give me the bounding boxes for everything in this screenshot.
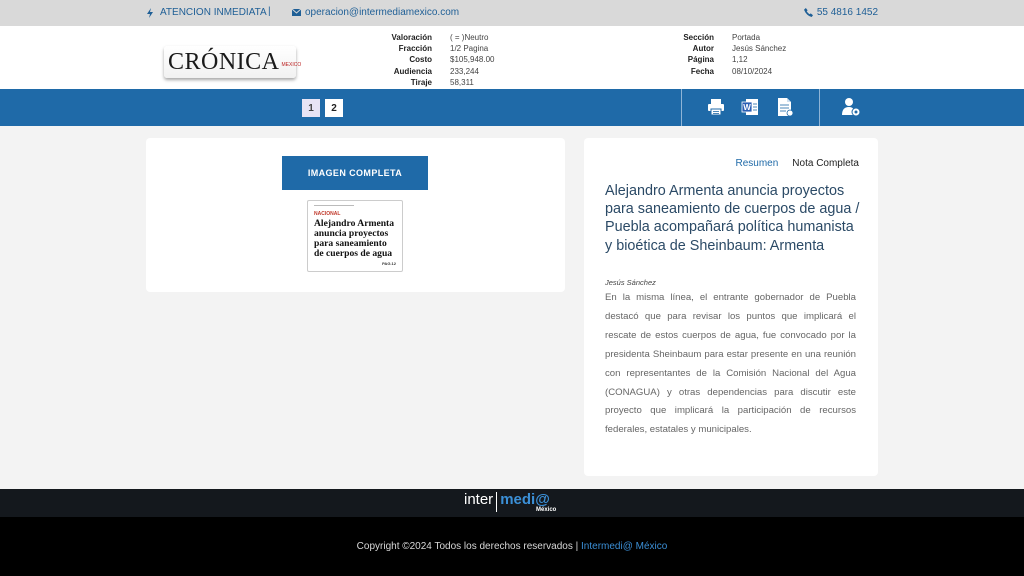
meta-row <box>672 66 786 77</box>
article-title: Alejandro Armenta anuncia proyectos para saneamiento de cuerpos de agua / Puebla acompañará política humanista y bioética de Sheinbaum: Armenta <box>605 183 860 254</box>
meta-row <box>380 77 495 88</box>
meta-value: Jesús Sánchez <box>732 44 787 54</box>
article-tabs <box>735 158 859 169</box>
footer-logo-bar <box>0 489 1024 517</box>
meta-value: $105,948.00 <box>450 55 495 65</box>
envelope-icon <box>292 9 301 16</box>
page-button-1[interactable]: 1 <box>302 99 320 117</box>
meta-value: 08/10/2024 <box>732 66 773 76</box>
phone-text: 55 4816 1452 <box>816 7 878 18</box>
logo-mexico: México <box>536 507 557 513</box>
thumb-rule <box>314 205 354 206</box>
top-contact-bar <box>0 0 1024 26</box>
document-icon[interactable] <box>775 97 795 117</box>
atencion-inmediata[interactable] <box>146 7 267 18</box>
logo-inter: inter <box>464 491 494 508</box>
email-text: operacion@intermediamexico.com <box>305 7 460 18</box>
meta-label: Audiencia <box>393 66 432 76</box>
meta-label: Sección <box>683 33 714 42</box>
thumb-headline: Alejandro Armenta anuncia proyectos para saneamiento de cuerpos de agua <box>314 218 395 259</box>
clipping-thumbnail[interactable] <box>307 200 403 272</box>
meta-value: 1/2 Pagina <box>450 44 489 54</box>
phone-icon <box>804 8 813 17</box>
meta-row <box>672 43 786 54</box>
page-button-2[interactable]: 2 <box>325 99 343 117</box>
copyright <box>0 541 1024 552</box>
topbar-separator: | <box>268 6 271 17</box>
tab-resumen[interactable]: Resumen <box>735 158 779 169</box>
article-body: En la misma línea, el entrante gobernador de Puebla destacó que para revisar los puntos que implicará el rescate de estos cuerpos de agua, fue convocado por la presidenta Sheinbaum para estar presente en una reunión con representantes de la Comisión Nacional del Agua (CONAGUA) y otras dependencias para discutir este proyecto que implicará la participación de recursos federales, estatales y municipales. <box>605 292 856 436</box>
toolbar-divider <box>681 89 682 126</box>
meta-label: Valoración <box>391 33 432 42</box>
publication-logo <box>164 46 302 78</box>
meta-row <box>672 54 786 65</box>
article-card <box>584 138 878 476</box>
image-card <box>146 138 565 292</box>
email-link[interactable] <box>292 7 459 18</box>
footer <box>0 517 1024 576</box>
phone-link[interactable] <box>804 7 878 18</box>
meta-value: 233,244 <box>450 66 479 76</box>
meta-row <box>672 32 786 43</box>
thumb-section: NACIONAL <box>314 211 341 217</box>
meta-label: Página <box>687 55 714 65</box>
print-icon[interactable] <box>706 97 726 117</box>
thumb-page: PAG.12 <box>382 261 396 266</box>
page-pager <box>302 99 343 117</box>
meta-row <box>380 54 495 65</box>
full-image-button[interactable]: IMAGEN COMPLETA <box>282 156 428 190</box>
meta-label: Autor <box>692 44 714 54</box>
header <box>0 26 1024 89</box>
meta-value: 1,12 <box>732 55 748 65</box>
copyright-text: Copyright ©2024 Todos los derechos reservados | <box>356 541 582 552</box>
logo-medi: medi@ <box>500 491 550 508</box>
tab-nota-completa[interactable]: Nota Completa <box>792 158 859 169</box>
lightning-icon <box>146 8 154 18</box>
svg-text:W: W <box>743 103 751 112</box>
footer-link[interactable]: Intermedi@ México <box>581 541 668 552</box>
meta-row <box>380 32 495 43</box>
logo-text: CRÓNICA <box>168 48 280 75</box>
intermedia-logo <box>464 491 557 513</box>
article-author: Jesús Sánchez <box>605 278 656 287</box>
meta-row <box>380 43 495 54</box>
meta-label: Tiraje <box>410 77 432 87</box>
meta-row <box>380 66 495 77</box>
meta-label: Costo <box>409 55 432 65</box>
meta-value: ( = )Neutro <box>450 33 489 42</box>
toolbar-divider <box>819 89 820 126</box>
atencion-label: ATENCION INMEDIATA <box>160 7 267 18</box>
logo-divider <box>496 492 497 512</box>
toolbar <box>0 89 1024 126</box>
meta-label: Fecha <box>690 66 714 76</box>
user-profile-icon[interactable] <box>841 97 861 117</box>
meta-label: Fracción <box>398 44 432 54</box>
metadata-right <box>672 32 786 77</box>
meta-value: Portada <box>732 33 761 42</box>
word-icon[interactable] <box>740 97 760 117</box>
meta-value: 58,311 <box>450 77 474 87</box>
metadata-left <box>380 32 495 88</box>
logo-sub: MEXICO <box>281 62 302 68</box>
